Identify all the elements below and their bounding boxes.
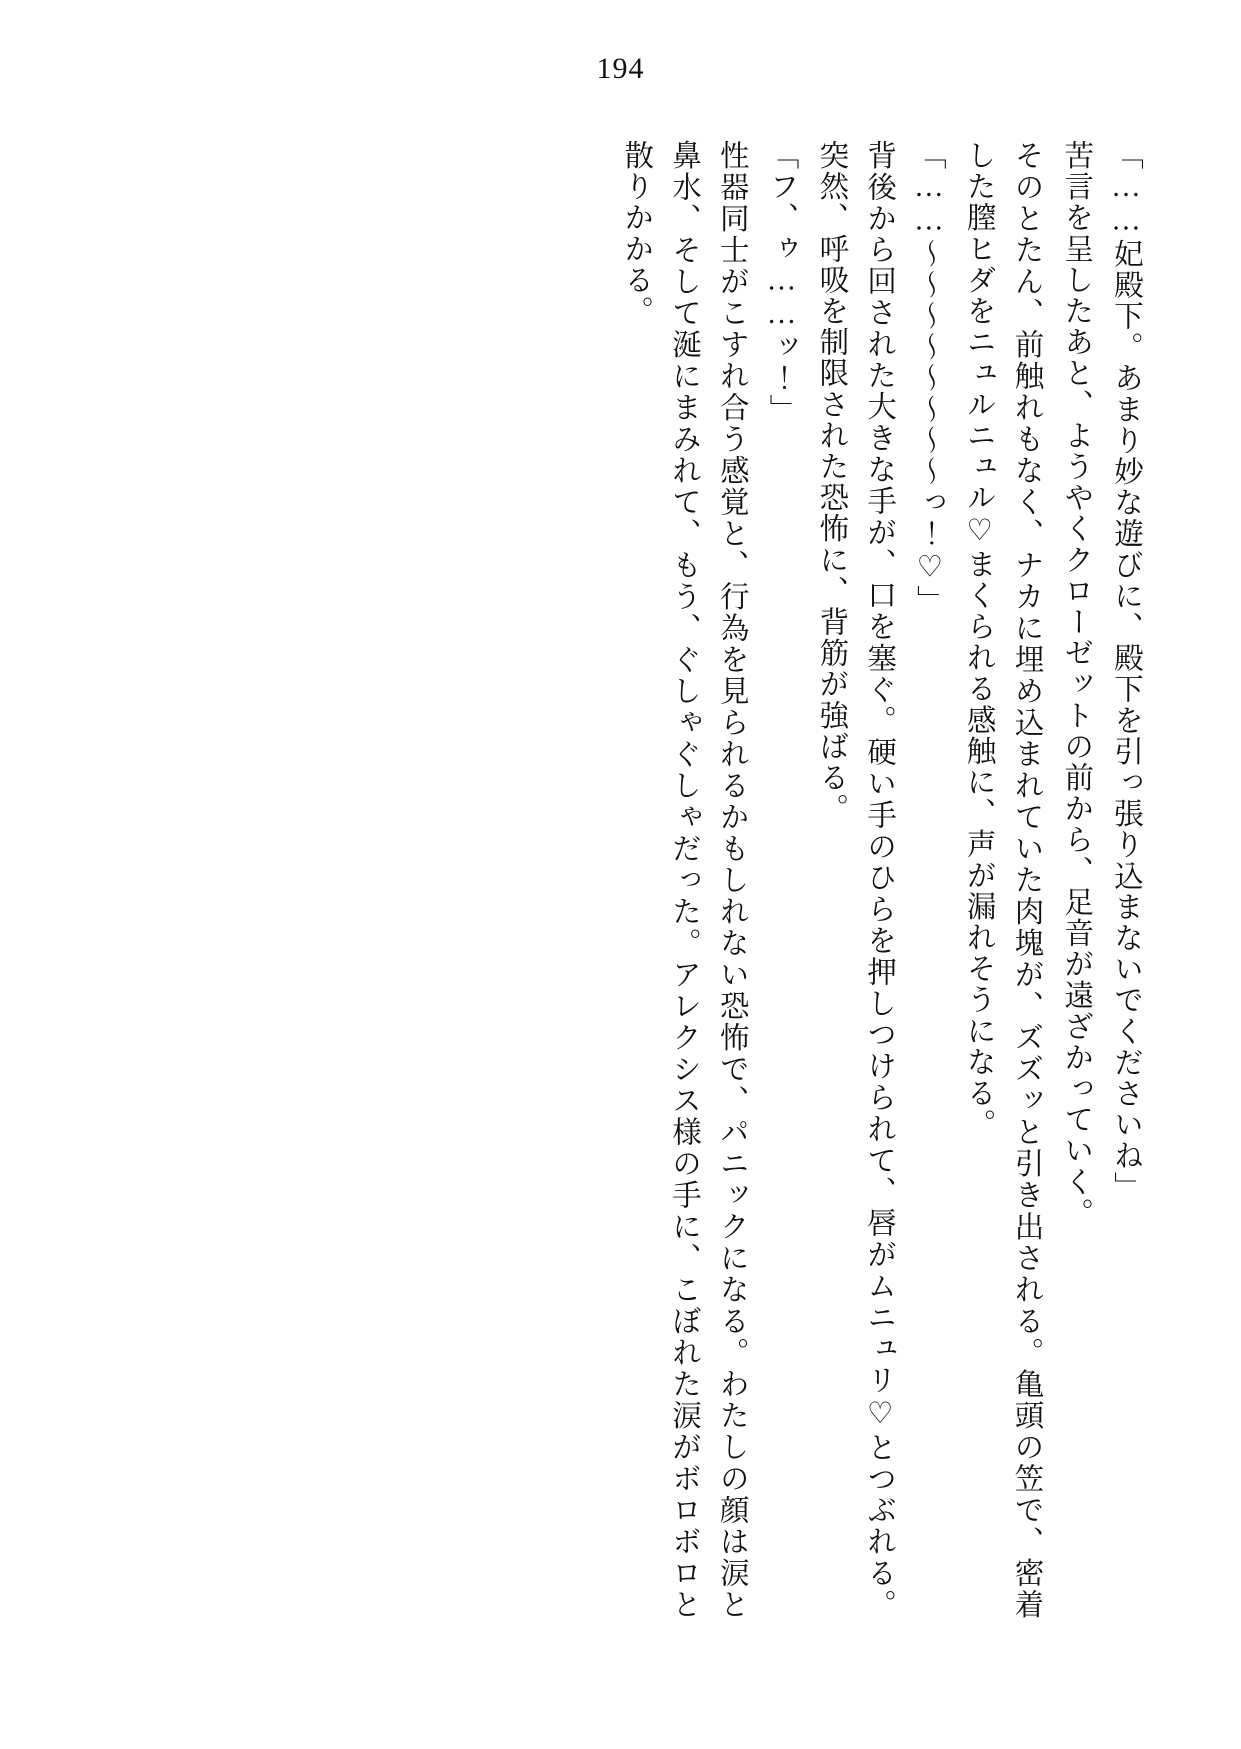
- paragraph: そのとたん、前触れもなく、ナカに埋め込まれていた肉塊が、ズズッと引き出される。亀頭の笠で、密着した膣ヒダをニュルニュル♡まくられる感触に、声が漏れそうになる。: [962, 140, 1043, 1620]
- paragraph: 「……〜〜〜〜〜〜〜〜っ！♡」: [912, 140, 945, 616]
- page-number: 194: [596, 52, 645, 85]
- paragraph: 背後から回された大きな手が、口を塞ぐ。硬い手のひらを押しつけられて、唇がムニュリ♡とつぶれる。突然、呼吸を制限された恐怖に、背筋が強ばる。: [815, 140, 896, 1620]
- paragraph: 苦言を呈したあと、ようやくクローゼットの前から、足音が遠ざかっていく。: [1060, 140, 1093, 1229]
- page-body-text: [92, 110, 1149, 1631]
- paragraph: 「フ、ゥ……ッ！」: [765, 140, 798, 425]
- paragraph: 性器同士がこすれ合う感覚と、行為を見られるかもしれない恐怖で、パニックになる。わたしの顔は涙と鼻水、そして涎にまみれて、もう、ぐしゃぐしゃだった。アレクシス様の手に、こぼれた涙がボロボロと散りかかる。: [620, 140, 748, 1620]
- paragraph: 「……妃殿下。あまり妙な遊びに、殿下を引っ張り込まないでくださいね」: [1110, 140, 1142, 1203]
